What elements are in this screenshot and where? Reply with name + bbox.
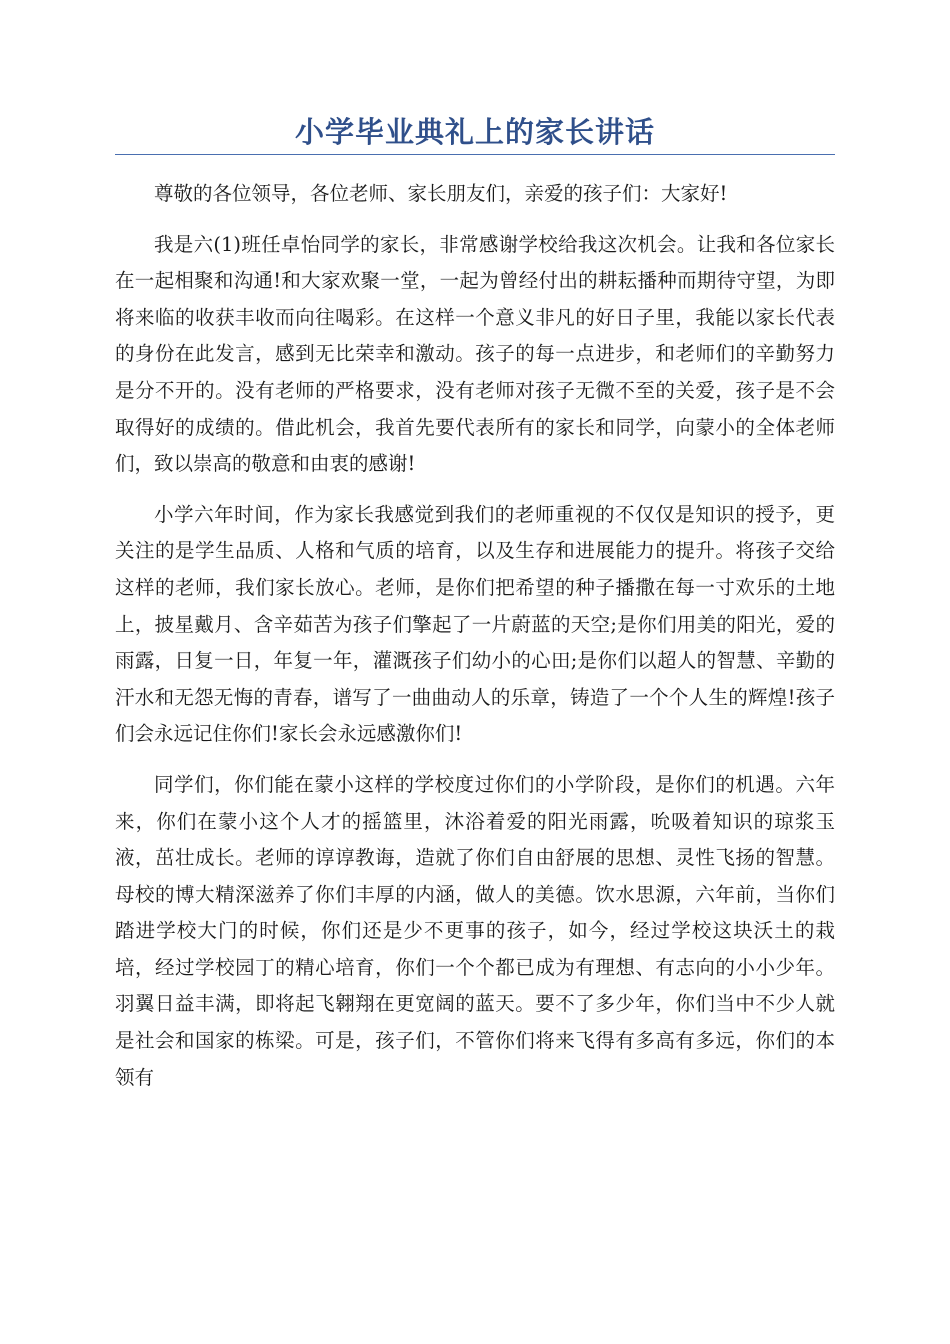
- title-underline: [115, 154, 835, 155]
- document-title: 小学毕业典礼上的家长讲话: [294, 115, 655, 149]
- paragraph: 同学们，你们能在蒙小这样的学校度过你们的小学阶段，是你们的机遇。六年来，你们在蒙小这个人才的摇篮里，沐浴着爱的阳光雨露，吮吸着知识的琼浆玉液，茁壮成长。老师的谆谆教诲，造就了你们自由舒展的思想、灵性飞扬的智慧。母校的博大精深滋养了你们丰厚的内涵，做人的美德。饮水思源，六年前，当你们踏进学校大门的时候，你们还是少不更事的孩子，如今，经过学校这块沃土的栽培，经过学校园丁的精心培育，你们一个个都已成为有理想、有志向的小小少年。羽翼日益丰满，即将起飞翱翔在更宽阔的蓝天。要不了多少年，你们当中不少人就是社会和国家的栋梁。可是，孩子们，不管你们将来飞得有多高有多远，你们的本领有: [115, 772, 835, 1089]
- document-body: [115, 176, 835, 1110]
- paragraph: 小学六年时间，作为家长我感觉到我们的老师重视的不仅仅是知识的授予，更关注的是学生品质、人格和气质的培育，以及生存和进展能力的提升。将孩子交给这样的老师，我们家长放心。老师，是你们把希望的种子播撒在每一寸欢乐的土地上，披星戴月、含辛茹苦为孩子们擎起了一片蔚蓝的天空;是你们用美的阳光，爱的雨露，日复一日，年复一年，灌溉孩子们幼小的心田;是你们以超人的智慧、辛勤的汗水和无怨无悔的青春，谱写了一曲曲动人的乐章，铸造了一个个人生的辉煌!孩子们会永远记住你们!家长会永远感激你们!: [115, 502, 835, 746]
- paragraph: 我是六(1)班任卓怡同学的家长，非常感谢学校给我这次机会。让我和各位家长在一起相聚和沟通!和大家欢聚一堂，一起为曾经付出的耕耘播种而期待守望，为即将来临的收获丰收而向往喝彩。在这样一个意义非凡的好日子里，我能以家长代表的身份在此发言，感到无比荣幸和激动。孩子的每一点进步，和老师们的辛勤努力是分不开的。没有老师的严格要求，没有老师对孩子无微不至的关爱，孩子是不会取得好的成绩的。借此机会，我首先要代表所有的家长和同学，向蒙小的全体老师们，致以崇高的敬意和由衷的感谢!: [115, 232, 835, 476]
- paragraph-greeting: 尊敬的各位领导，各位老师、家长朋友们，亲爱的孩子们：大家好!: [154, 182, 728, 205]
